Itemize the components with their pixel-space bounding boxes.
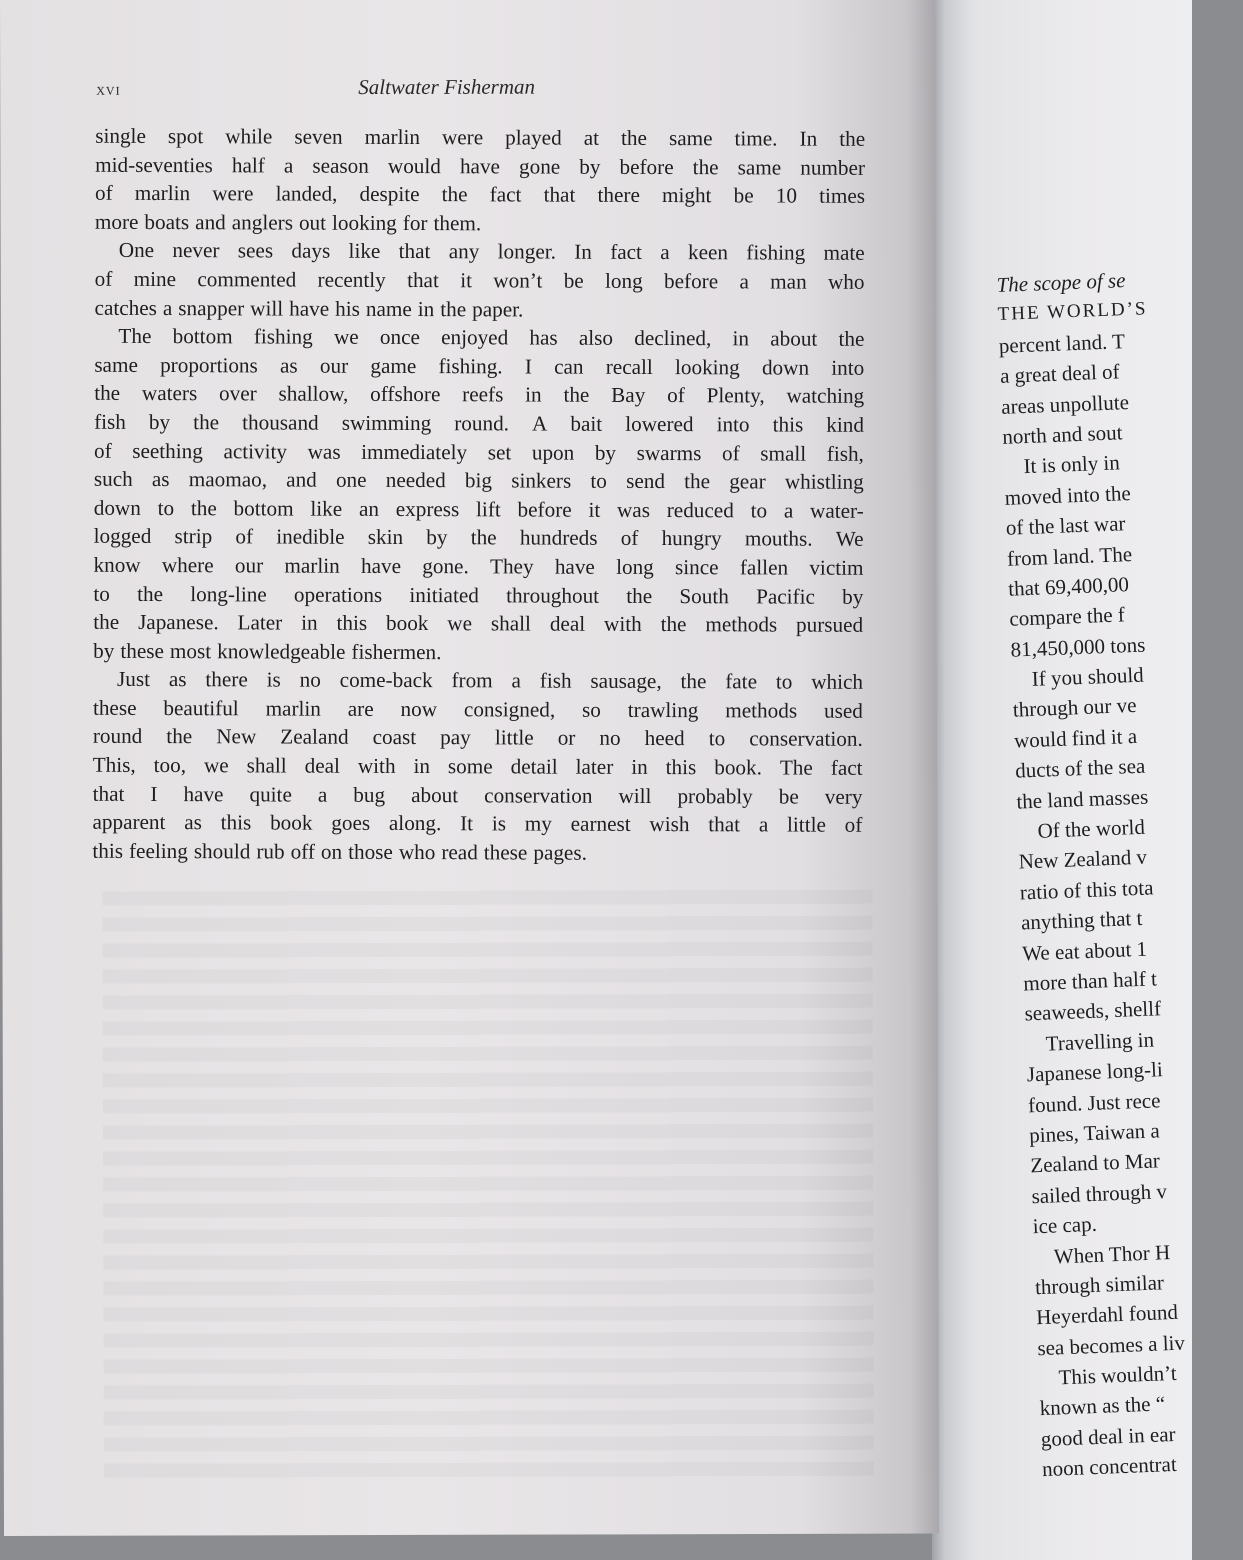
text-line: The bottom fishing we once enjoyed has also declined, in about the [118, 324, 865, 351]
text-line: When Thor H [1053, 1239, 1171, 1268]
text-line: of the last war [1005, 511, 1126, 540]
text-line: more boats and anglers out looking for them. [94, 209, 482, 236]
running-head [96, 74, 856, 104]
text-line: One never sees days like that any longer. In fact a keen fishing mate [118, 238, 865, 266]
text-line: fish by the thousand swimming round. A bait lowered into this kind [94, 409, 865, 437]
text-line: apparent as this book goes along. It is my earnest wish that a little of [92, 809, 863, 838]
text-line: same proportions as our game fishing. I can recall looking down into [94, 352, 865, 380]
text-line: The scope of se [996, 268, 1126, 297]
text-line: logged strip of inedible skin by the hundreds of hungry mouths. We [93, 524, 864, 552]
text-line: Zealand to Mar [1029, 1148, 1161, 1178]
text-line: known as the “ [1039, 1391, 1166, 1421]
text-line: that 69,400,00 [1007, 572, 1130, 601]
text-line: New Zealand v [1018, 845, 1148, 874]
text-line: sailed through v [1031, 1178, 1168, 1209]
text-line: Japanese long-li [1026, 1057, 1164, 1087]
text-line: This wouldn’t [1058, 1360, 1177, 1390]
text-line: 81,450,000 tons [1010, 632, 1146, 662]
text-line: ratio of this tota [1019, 875, 1154, 905]
text-line: the land masses [1015, 784, 1149, 814]
text-line: seaweeds, shellf [1024, 996, 1162, 1026]
text-line: these beautiful marlin are now consigned, so trawling methods used [92, 695, 863, 723]
text-line: ice cap. [1032, 1211, 1098, 1239]
text-line: good deal in ear [1040, 1421, 1176, 1451]
text-line: Heyerdahl found [1035, 1300, 1179, 1330]
text-line: THE WORLD’S [997, 298, 1148, 326]
text-line: a great deal of [999, 359, 1120, 389]
text-line: of mine commented recently that it won’t be long before a man who [94, 266, 865, 294]
text-line: mid-seventies half a season would have gone by before the same number [95, 152, 866, 180]
text-line: the waters over shallow, offshore reefs in the Bay of Plenty, watching [94, 381, 865, 409]
text-line: know where our marlin have gone. They have long since fallen victim [93, 552, 864, 580]
book-title: Saltwater Fisherman [358, 74, 536, 100]
text-line: sea becomes a liv [1036, 1330, 1186, 1360]
text-line: through similar [1034, 1270, 1165, 1300]
text-line: this feeling should rub off on those who read these pages. [92, 838, 587, 865]
text-line: more than half t [1022, 966, 1158, 996]
text-line: If you should [1031, 662, 1145, 691]
text-line: from land. The [1006, 541, 1133, 571]
page-number: xvi [96, 79, 121, 99]
text-line: the Japanese. Later in this book we shall deal with the methods pursued [93, 609, 864, 637]
text-line: down to the bottom like an express lift before it was reduced to a water- [93, 495, 864, 523]
text-line: It is only in [1023, 450, 1121, 479]
text-line: moved into the [1004, 480, 1132, 510]
text-line: This, too, we shall deal with in some detail later in this book. The fact [92, 752, 863, 780]
text-line: such as maomao, and one needed big sinkers to send the gear whistling [93, 466, 864, 494]
text-line: to the long-line operations initiated throughout the South Pacific by [93, 581, 864, 609]
body-text [92, 122, 865, 869]
text-line: round the New Zealand coast pay little or no heed to conservation. [92, 724, 863, 752]
text-line: of seething activity was immediately set upon by swarms of small fish, [93, 438, 864, 466]
text-line: Of the world [1037, 814, 1146, 843]
text-line: anything that t [1020, 906, 1143, 935]
text-line: We eat about 1 [1021, 936, 1148, 966]
text-line: compare the f [1008, 602, 1126, 632]
text-line: single spot while seven marlin were played at the same time. In the [95, 123, 866, 151]
text-line: areas unpollute [1000, 389, 1130, 419]
text-line: Travelling in [1045, 1027, 1155, 1056]
text-line: of marlin were landed, despite the fact that there might be 10 times [94, 180, 866, 209]
text-line: Just as there is no come-back from a fish sausage, the fate to which [117, 667, 864, 695]
text-line: catches a snapper will have his name in the paper. [94, 295, 524, 322]
text-line: that I have quite a bug about conservation will probably be very [92, 781, 863, 809]
text-line: noon concentrat [1041, 1452, 1178, 1482]
text-line: ducts of the sea [1014, 753, 1146, 783]
text-line: percent land. T [998, 328, 1126, 358]
text-line: found. Just rece [1027, 1087, 1161, 1117]
text-line: by these most knowledgeable fishermen. [93, 638, 442, 664]
text-line: would find it a [1013, 723, 1138, 753]
text-line: pines, Taiwan a [1028, 1118, 1161, 1148]
show-through-text [102, 878, 874, 1480]
text-line: through our ve [1012, 693, 1137, 723]
text-line: north and sout [1001, 420, 1123, 449]
